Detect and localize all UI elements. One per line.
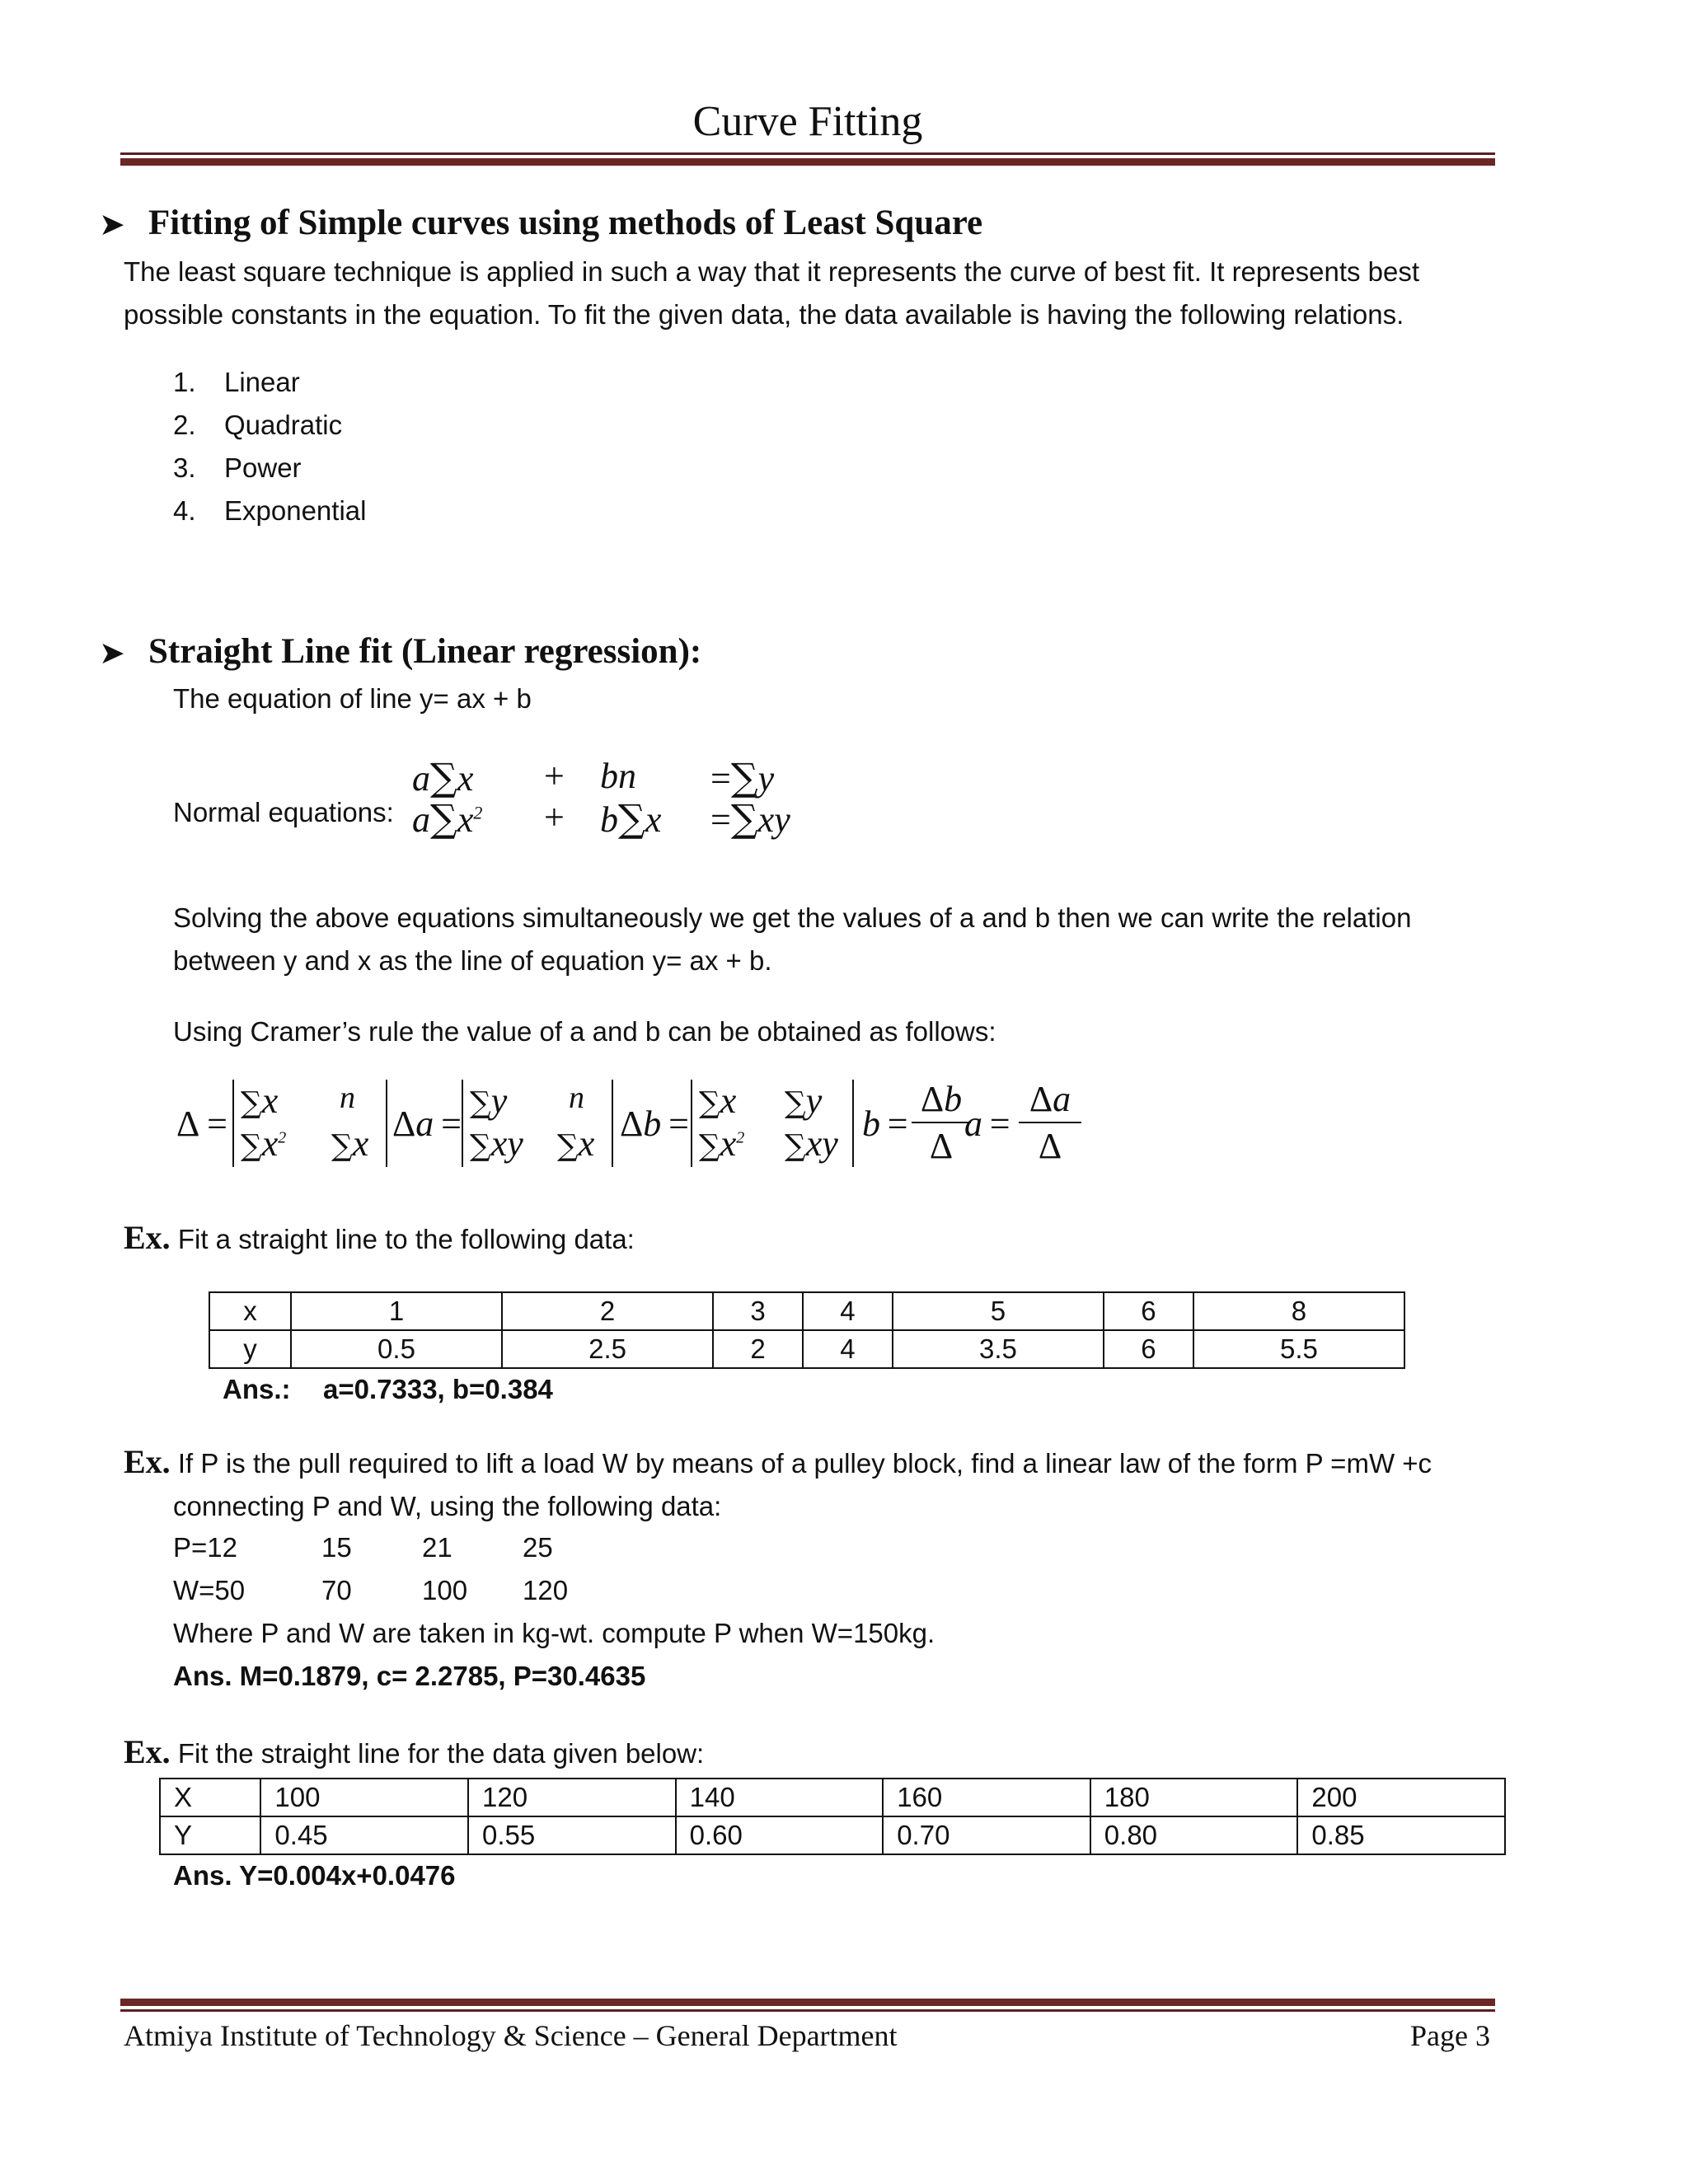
page-title: Curve Fitting <box>692 98 923 145</box>
example1-statement <box>124 1216 635 1261</box>
intro-line-1: The least square technique is applied in such a way that it represents the curve of best fit. It represents best <box>124 256 1420 287</box>
delta-a-symbol: Δa = <box>392 1104 462 1144</box>
example-prefix: Ex. <box>124 1219 171 1256</box>
example2-where-line: Where P and W are taken in kg-wt. compute P when W=150kg. <box>173 1618 935 1648</box>
table-cell: 180 <box>1090 1779 1298 1816</box>
table-cell: 1 <box>291 1292 502 1330</box>
a-equals: a = <box>964 1104 1010 1144</box>
intro-line-2: possible constants in the equation. To fit the given data, the data available is having the following relations. <box>124 299 1404 330</box>
normal-eq-2-mid: b∑x <box>600 796 662 841</box>
table-cell: X <box>160 1779 260 1816</box>
example3-statement <box>124 1731 704 1775</box>
table-cell: 140 <box>676 1779 884 1816</box>
table-cell: 0.45 <box>260 1816 468 1854</box>
table-cell: 5.5 <box>1193 1330 1404 1368</box>
cramer-formulas <box>173 1080 1121 1179</box>
table-row <box>209 1292 1404 1330</box>
normal-equations-label: Normal equations: <box>173 797 394 827</box>
example-prefix: Ex. <box>124 1443 171 1480</box>
table-cell: y <box>209 1330 291 1368</box>
table-cell: 120 <box>468 1779 676 1816</box>
answer-value: a=0.7333, b=0.384 <box>323 1374 553 1404</box>
example2-text-line1: If P is the pull required to lift a load W by means of a pulley block, find a linear law of the form P =mW +c <box>177 1448 1432 1479</box>
bullet-arrow-icon: ➤ <box>99 635 125 671</box>
table-cell: 0.55 <box>468 1816 676 1854</box>
header-rule-thin <box>120 152 1495 155</box>
solving-paragraph <box>173 897 1490 982</box>
table-cell: 200 <box>1297 1779 1505 1816</box>
table-cell: 6 <box>1104 1330 1193 1368</box>
solving-line-2: between y and x as the line of equation y= ax + b. <box>173 945 772 976</box>
list-item: 3. Power <box>173 452 302 483</box>
normal-eq-1-mid: bn <box>600 756 636 796</box>
delta-b-symbol: Δb = <box>620 1104 689 1144</box>
example1-data-table <box>209 1291 1405 1369</box>
table-cell: 8 <box>1193 1292 1404 1330</box>
example2-text-line2: connecting P and W, using the following data: <box>173 1491 722 1521</box>
determinant-delta: ∑x n $\sum x^2$ ∑x <box>232 1080 387 1167</box>
table-cell: 100 <box>260 1779 468 1816</box>
table-cell: 5 <box>893 1292 1104 1330</box>
example2-statement <box>124 1441 1492 1528</box>
table-cell: 160 <box>883 1779 1090 1816</box>
list-item: 4. Exponential <box>173 495 367 526</box>
list-item: 2. Quadratic <box>173 410 343 440</box>
b-equals: b = <box>862 1104 908 1144</box>
line-equation: The equation of line y= ax + b <box>173 683 532 714</box>
footer-page-number: Page 3 <box>1410 2019 1490 2052</box>
determinant-delta-a: ∑y n ∑xy ∑x <box>462 1080 613 1167</box>
table-row <box>209 1330 1404 1368</box>
solving-line-1: Solving the above equations simultaneously we get the values of a and b then we can write the relation <box>173 902 1412 933</box>
example3-text: Fit the straight line for the data given below: <box>177 1738 705 1769</box>
table-cell: Y <box>160 1816 260 1854</box>
plus-sign: + <box>544 797 565 837</box>
example3-data-table <box>159 1778 1506 1855</box>
example2-w-row: W=50 70 100 120 <box>173 1575 569 1605</box>
table-cell: 2 <box>713 1330 803 1368</box>
answer-label: Ans.: <box>223 1374 291 1404</box>
normal-eq-2-right: =∑xy <box>710 796 790 841</box>
list-item: 1. Linear <box>173 367 300 397</box>
footer-rule-thin <box>120 2009 1495 2012</box>
determinant-delta-b: ∑x ∑y $\sum x^2$ ∑xy <box>691 1080 854 1167</box>
intro-paragraph <box>124 251 1490 336</box>
delta-symbol: Δ = <box>176 1104 227 1144</box>
table-cell: 6 <box>1104 1292 1193 1330</box>
example1-answer <box>223 1368 553 1411</box>
table-row <box>160 1816 1505 1854</box>
table-row <box>160 1779 1505 1816</box>
example2-p-row: P=12 15 21 25 <box>173 1532 553 1563</box>
table-cell: 4 <box>803 1292 893 1330</box>
table-cell: 2 <box>502 1292 713 1330</box>
table-cell: 3.5 <box>893 1330 1104 1368</box>
footer-institute: Atmiya Institute of Technology & Science – General Department <box>124 2019 898 2052</box>
table-cell: 2.5 <box>502 1330 713 1368</box>
example-prefix: Ex. <box>124 1733 171 1770</box>
table-cell: 0.5 <box>291 1330 502 1368</box>
fraction-delta-a-over-delta: Δa Δ <box>1019 1078 1081 1167</box>
normal-eq-2-left: $a\sum x^2$ <box>412 796 483 841</box>
bullet-arrow-icon: ➤ <box>99 206 125 242</box>
header-rule-thick <box>120 158 1495 166</box>
table-cell: 0.80 <box>1090 1816 1298 1854</box>
cramer-line: Using Cramer’s rule the value of a and b can be obtained as follows: <box>173 1016 996 1047</box>
relations-list <box>173 361 366 532</box>
example1-text: Fit a straight line to the following data: <box>177 1224 635 1254</box>
table-cell: 0.60 <box>676 1816 884 1854</box>
section-heading-least-square: Fitting of Simple curves using methods of Least Square <box>148 204 983 242</box>
table-cell: x <box>209 1292 291 1330</box>
plus-sign: + <box>544 756 565 796</box>
fraction-delta-b-over-delta: Δb Δ <box>912 1078 971 1167</box>
table-cell: 3 <box>713 1292 803 1330</box>
example2-answer: Ans. M=0.1879, c= 2.2785, P=30.4635 <box>173 1661 646 1691</box>
normal-equations <box>412 755 841 854</box>
footer-rule-thick <box>120 1999 1495 2006</box>
normal-eq-1-left: a∑x <box>412 755 474 799</box>
table-cell: 0.70 <box>883 1816 1090 1854</box>
section-heading-linear-regression: Straight Line fit (Linear regression): <box>148 632 702 671</box>
table-cell: 0.85 <box>1297 1816 1505 1854</box>
example3-answer: Ans. Y=0.004x+0.0476 <box>173 1860 456 1891</box>
normal-eq-1-right: =∑y <box>710 755 775 799</box>
table-cell: 4 <box>803 1330 893 1368</box>
